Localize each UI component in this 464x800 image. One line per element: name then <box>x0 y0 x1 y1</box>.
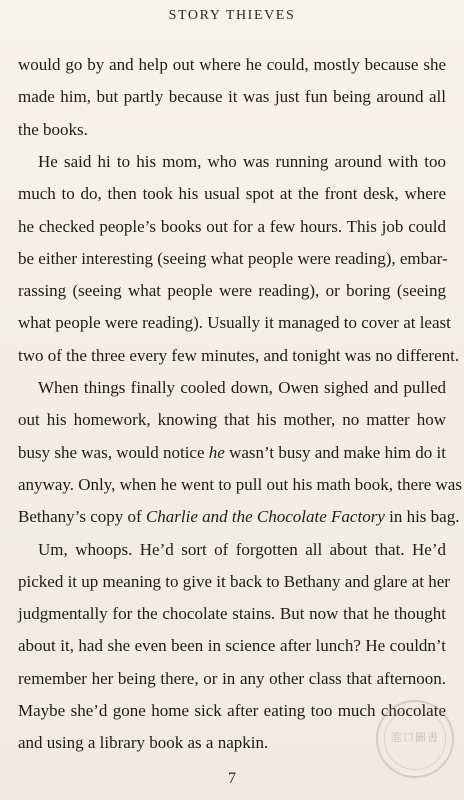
text-line: what people were reading). Usually it managed to cover at least <box>18 313 451 332</box>
text-line: Um, whoops. He’d sort of forgotten all about that. He’d <box>38 540 446 559</box>
text-line: the books. <box>18 120 88 139</box>
watermark-text: 進口圖書 <box>391 731 439 744</box>
text-line: remember her being there, or in any other class that afternoon. <box>18 669 446 688</box>
text-line: anyway. Only, when he went to pull out his math book, there was <box>18 475 462 494</box>
text-line: judgmentally for the chocolate stains. But now that he thought <box>18 604 446 623</box>
text-line: two of the three every few minutes, and tonight was no different. <box>18 346 460 365</box>
text-line: would go by and help out where he could, mostly because she <box>18 55 446 74</box>
text-line: When things finally cooled down, Owen sighed and pulled <box>38 378 446 397</box>
page-number: 7 <box>228 770 236 787</box>
text-line: much to do, then took his usual spot at the front desk, where <box>18 184 446 203</box>
text-line: busy she was, would notice he wasn’t busy and make him do it <box>18 443 446 462</box>
text-line: Maybe she’d gone home sick after eating too much chocolate <box>18 701 446 720</box>
text-line: and using a library book as a napkin. <box>18 733 269 752</box>
text-line: rassing (seeing what people were reading), or boring (seeing <box>18 281 446 300</box>
text-line: about it, had she even been in science after lunch? He couldn’t <box>18 636 446 655</box>
running-head: STORY THIEVES <box>168 8 296 23</box>
text-line: out his homework, knowing that his mother, no matter how <box>18 410 446 429</box>
text-line: be either interesting (seeing what people were reading), embar- <box>18 249 448 268</box>
text-line: he checked people’s books out for a few hours. This job could <box>18 217 446 236</box>
text-line: made him, but partly because it was just fun being around all <box>18 87 446 106</box>
text-line: Bethany’s copy of Charlie and the Chocolate Factory in his bag. <box>18 507 460 526</box>
text-line: picked it up meaning to give it back to Bethany and glare at her <box>18 572 450 591</box>
watermark-stamp <box>376 700 454 778</box>
text-line: He said hi to his mom, who was running around with too <box>38 152 446 171</box>
